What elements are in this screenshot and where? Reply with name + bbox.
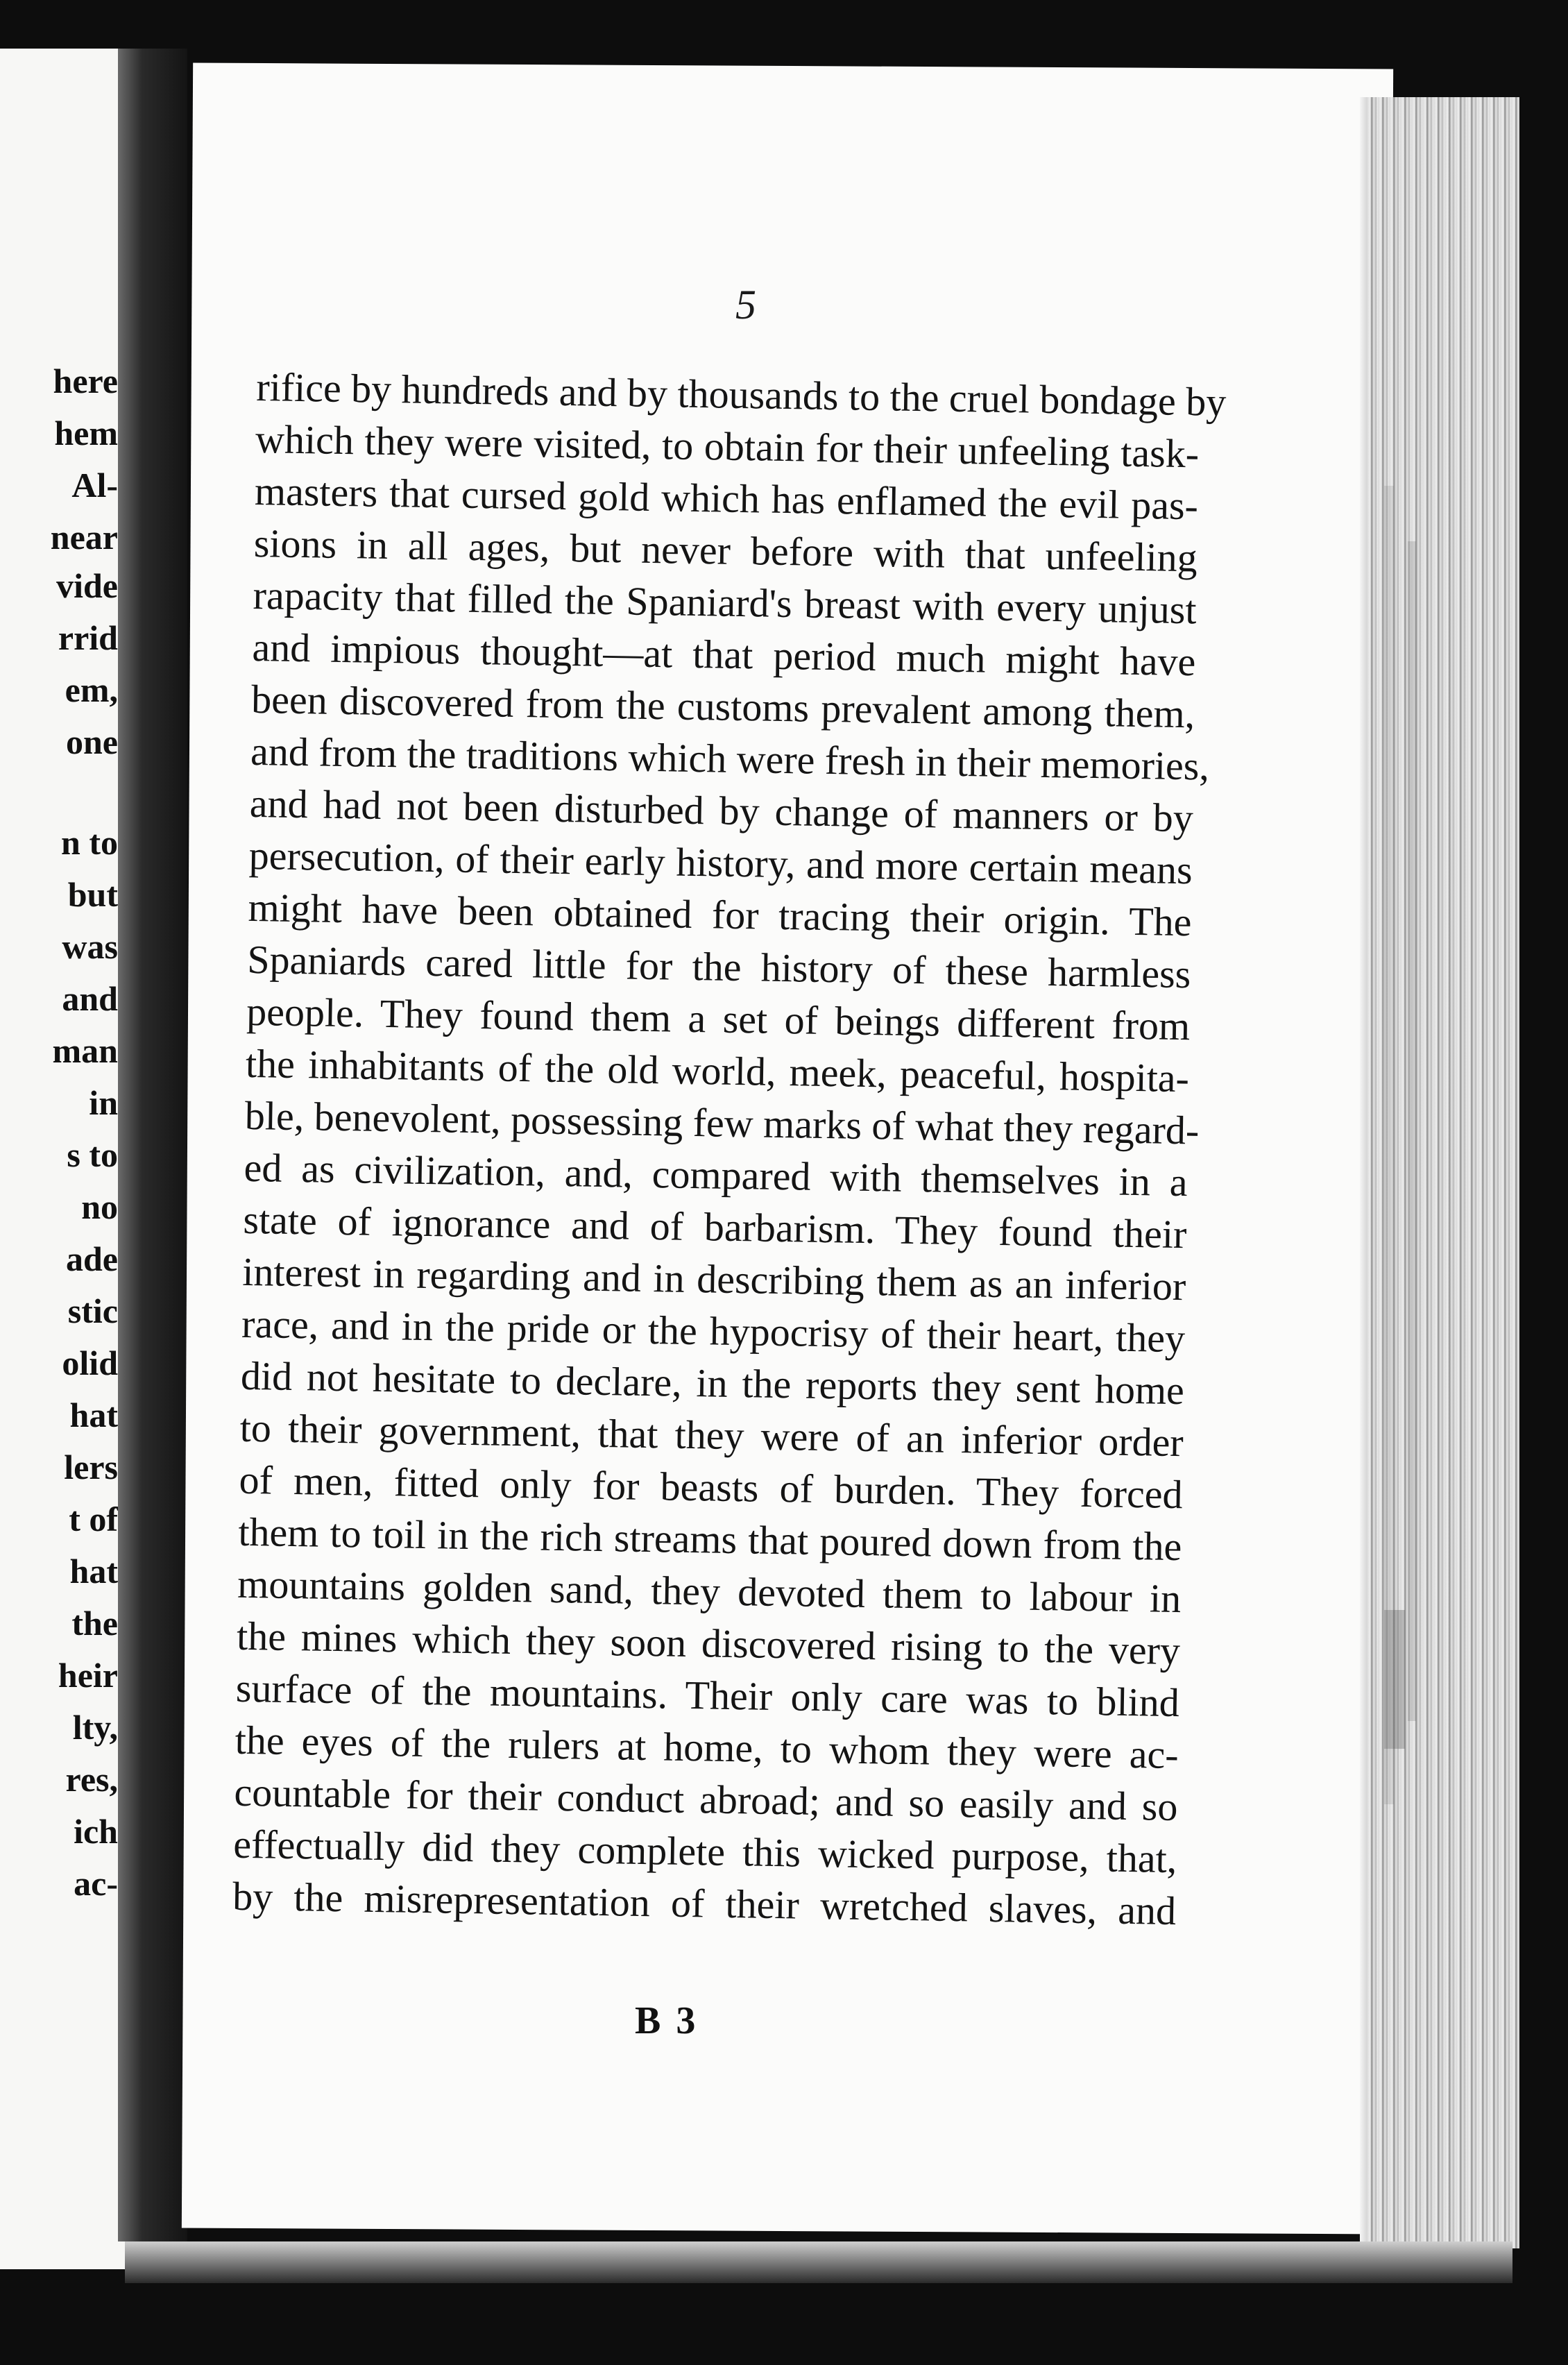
- text-line: the mines which they soon discovered rising to the very: [236, 1613, 1181, 1674]
- facing-page-line: here: [53, 362, 118, 400]
- text-line: by the misrepresentation of their wretched slaves, and: [232, 1873, 1177, 1934]
- text-line: which they were visited, to obtain for their unfeeling task-: [255, 416, 1200, 477]
- facing-page-line: ich: [74, 1812, 118, 1851]
- text-line: ed as civilization, and, compared with themselves in a: [244, 1144, 1188, 1205]
- facing-page-line: and: [62, 979, 118, 1018]
- facing-page-line: in: [89, 1083, 118, 1122]
- facing-page-line: lty,: [72, 1708, 118, 1747]
- facing-page-line: s to: [67, 1135, 118, 1174]
- text-line: to their government, that they were of an inferior order: [239, 1405, 1184, 1466]
- text-line: might have been obtained for tracing their origin. The: [248, 884, 1192, 945]
- facing-page-line: lers: [64, 1448, 118, 1486]
- text-line: rifice by hundreds and by thousands to the cruel bondage by: [255, 364, 1227, 425]
- facing-page-line: hem: [54, 414, 118, 452]
- facing-page-line: Al-: [71, 466, 118, 505]
- signature-mark: B 3: [635, 1999, 699, 2042]
- text-line: surface of the mountains. Their only care was to blind: [235, 1665, 1180, 1726]
- text-line: effectually did they complete this wicked purpose, that,: [232, 1821, 1177, 1882]
- facing-page-line: near: [50, 518, 118, 557]
- text-line: persecution, of their early history, and more certain means: [248, 832, 1193, 893]
- facing-page-line: heir: [58, 1656, 118, 1695]
- facing-page-line: but: [67, 875, 118, 914]
- facing-page-line: no: [81, 1187, 118, 1226]
- gutter-shadow: [118, 49, 187, 2241]
- facing-page-line: em,: [65, 670, 118, 709]
- text-line: them to toil in the rich streams that poured down from the: [237, 1509, 1182, 1570]
- facing-page-line: the: [71, 1604, 118, 1643]
- text-line: rapacity that filled the Spaniard's breast with every unjust: [253, 572, 1198, 633]
- text-line: ble, benevolent, possessing few marks of what they regard-: [244, 1092, 1200, 1153]
- text-line: did not hesitate to declare, in the reports they sent home: [240, 1353, 1185, 1414]
- library-stamp: [1377, 486, 1433, 1804]
- facing-page-line: was: [62, 927, 118, 966]
- body-text: [232, 361, 1227, 1937]
- facing-page-line: ac-: [74, 1864, 118, 1903]
- text-line: the inhabitants of the old world, meek, peaceful, hospita-: [245, 1040, 1190, 1101]
- text-line: and had not been disturbed by change of manners or by: [249, 780, 1194, 841]
- facing-page-line: res,: [65, 1760, 118, 1799]
- page-number: 5: [735, 282, 756, 328]
- text-line: Spaniards cared little for the history of these harmless: [246, 936, 1191, 997]
- text-line: been discovered from the customs prevalent among them,: [250, 676, 1195, 737]
- facing-page-line: stic: [67, 1291, 118, 1330]
- facing-page-line: ade: [66, 1239, 118, 1278]
- text-line: and from the traditions which were fresh in their memories,: [250, 728, 1210, 789]
- facing-page-line: man: [52, 1031, 118, 1070]
- text-line: countable for their conduct abroad; and so easily and so: [234, 1769, 1178, 1830]
- facing-page-line: vide: [56, 566, 118, 605]
- facing-page-line: n to: [61, 823, 118, 862]
- text-line: of men, fitted only for beasts of burden. They forced: [239, 1457, 1184, 1518]
- facing-page-line: olid: [62, 1343, 118, 1382]
- text-line: mountains golden sand, they devoted them to labour in: [237, 1561, 1182, 1622]
- text-line: masters that cursed gold which has enflamed the evil pas-: [254, 468, 1199, 529]
- facing-page-line: hat: [69, 1552, 118, 1591]
- text-line: sions in all ages, but never before with that unfeeling: [253, 520, 1198, 581]
- text-line: and impious thought—at that period much might have: [252, 624, 1196, 685]
- text-line: people. They found them a set of beings different from: [246, 988, 1191, 1049]
- facing-page-line: one: [66, 722, 118, 761]
- facing-page-line: hat: [69, 1396, 118, 1434]
- text-line: interest in regarding and in describing them as an inferior: [241, 1248, 1186, 1309]
- text-line: race, and in the pride or the hypocrisy of their heart, they: [241, 1300, 1186, 1362]
- facing-page-line: t of: [69, 1500, 118, 1538]
- text-line: the eyes of the rulers at home, to whom they were ac-: [235, 1717, 1179, 1778]
- text-line: state of ignorance and of barbarism. They found their: [243, 1196, 1187, 1257]
- page-bottom-shadow: [125, 2241, 1512, 2283]
- facing-page-line: rrid: [58, 618, 118, 657]
